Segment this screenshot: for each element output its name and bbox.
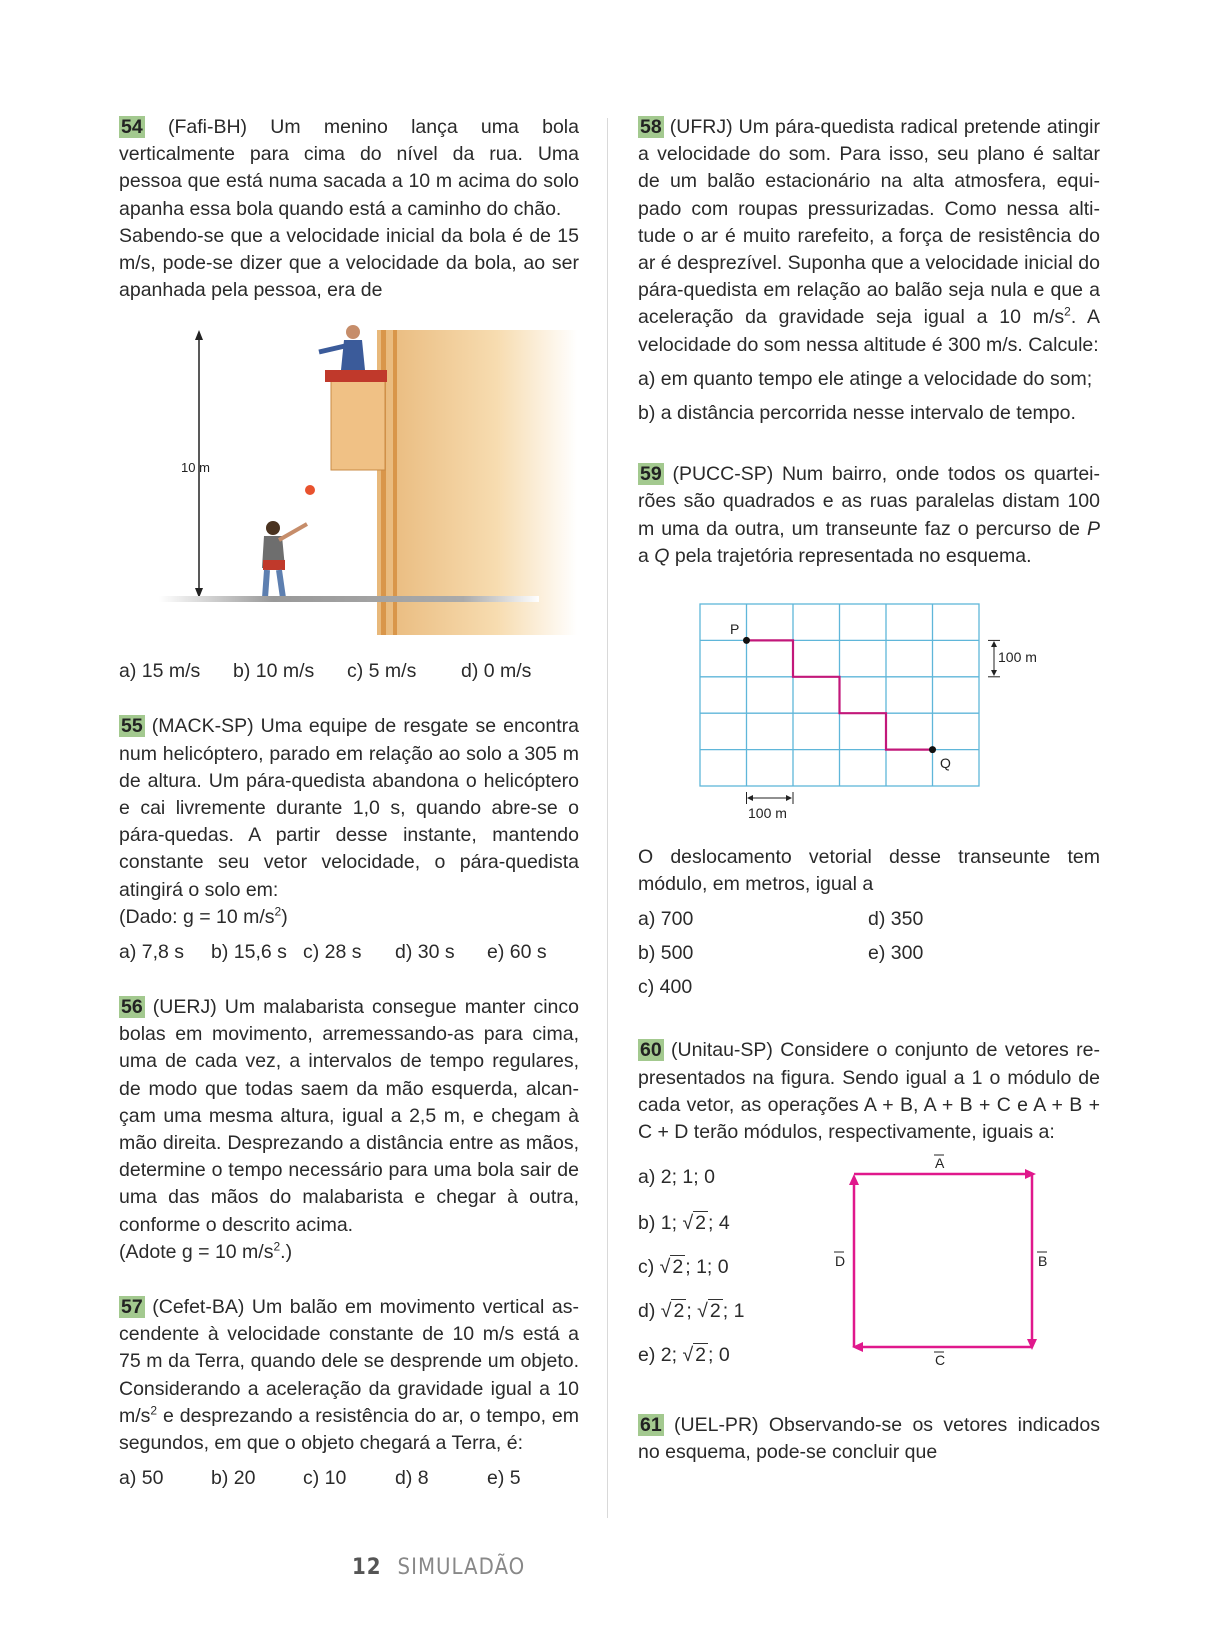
question-56: 56 (UERJ) Um malabarista consegue manter cinco bolas em movimento, arremessando-as para cima, uma de cada vez, a intervalos de tempo regulares, de modo que todas saem da mão esquerda, alcançam uma mesma altura, igual a 2,5 m, e chegam à mão direita. Desprezando a distância entre as mãos, determine o tempo necessário para uma bola sair de uma das mãos do malabarista e chegar à outra, conforme o descrito acima. [119, 996, 579, 1236]
question-60-body [638, 1152, 1100, 1392]
question-57-options [119, 1465, 579, 1492]
option[interactable]: b) 10 m/s [233, 660, 315, 683]
question-54-text: Sabendo-se que a velocidade inicial da bola é de 15 m/s, pode-se dizer que a velocidade da bola, ao ser apanhada pela pessoa, era de [119, 224, 579, 302]
question-58: 58 (UFRJ) Um pára-quedista radical pretende atingir a velocidade do som. Para isso, seu plano é saltar de um balão estacionário na alta atmosfera, equipado com roupas pressurizadas. Como nessa altitude o ar é muito rarefeito, a força de resistência do ar é desprezível. Suponha que a velocidade inicial do pára-quedista em relação ao balão seja nula e que a aceleração da gravidade seja igual a 10 $m/s^2$. A velocidade do som nessa altitude é 300 m/s. Calcule: [638, 116, 1100, 356]
option[interactable]: c) 400 [638, 976, 693, 999]
vector-d-label: D [835, 1253, 846, 1270]
question-55: 55 (MACK-SP) Uma equipe de resgate se encontra num helicóptero, parado em relação ao solo a 305 m de altura. Um pára-quedista abandona o helicóptero e cai livremente durante 1,0 s, quando abre-se o pára-quedas. A partir desse instante, mantendo constante seu vetor velocidade, o pára-quedista atingirá o solo em: [119, 715, 579, 901]
question-number: 60 [640, 1039, 662, 1062]
vector-c-label: C [935, 1352, 946, 1369]
question-number: 58 [640, 116, 662, 138]
page-footer [352, 1555, 525, 1580]
question-59-options-row2 [638, 940, 1100, 974]
question-54: 54 (Fafi-BH) Um menino lança uma bola verticalmente para cima do nível da rua. Uma pessoa que está numa sacada a 10 m acima do solo apanha essa bola quando está a caminho do chão. [119, 116, 579, 220]
option[interactable]: d) 30 s [395, 941, 455, 964]
option[interactable]: a) 15 m/s [119, 660, 201, 683]
option[interactable]: e) 300 [868, 942, 924, 965]
option[interactable]: b) 500 [638, 942, 694, 965]
question-number: 56 [121, 996, 143, 1019]
option[interactable]: c) 5 m/s [347, 660, 417, 683]
sqrt-symbol: √ 2 [682, 1344, 707, 1367]
vertical-scale-label: 100 m [998, 649, 1037, 666]
vector-square-diagram [818, 1152, 1078, 1387]
option[interactable]: b) 15,6 s [211, 941, 287, 964]
option[interactable]: c) 28 s [303, 941, 362, 964]
sqrt-symbol: √ 2 [682, 1212, 707, 1235]
horizontal-scale-label: 100 m [748, 805, 787, 822]
book-title: SIMULADÃO [397, 1555, 526, 1580]
option[interactable]: c) 10 [303, 1467, 347, 1490]
question-59: 59 (PUCC-SP) Num bairro, onde todos os quarteirões são quadrados e as ruas paralelas distam 100 m uma da outra, um transeunte faz o percurso de P a Q pela trajetória representada no esquema. [638, 463, 1100, 567]
column-divider [607, 118, 608, 1518]
question-number: 59 [640, 463, 662, 486]
option[interactable]: a) 50 [119, 1467, 164, 1490]
sqrt-symbol: √ 2 [659, 1256, 684, 1279]
question-60: 60 (Unitau-SP) Considere o conjunto de vetores representados na figura. Sendo igual a 1 o módulo de cada vetor, as operações A + B, A + B + C e A + B + C + D terão módulos, respectivamente, iguais a: [638, 1039, 1100, 1144]
question-58-item-a: a) em quanto tempo ele atinge a velocidade do som; [638, 367, 1093, 390]
ball-throw-illustration [119, 320, 579, 650]
height-label: 10 m [181, 460, 210, 476]
vector-b-label: B [1038, 1253, 1048, 1270]
question-55-dado: (Dado: g = 10 $m/s^2$) [119, 904, 288, 928]
option[interactable]: a) 2; 1; 0 [638, 1166, 715, 1189]
option[interactable]: e) 2; √ 2 ; 0 [638, 1342, 730, 1369]
option[interactable]: b) 20 [211, 1467, 256, 1490]
option[interactable]: a) 7,8 s [119, 941, 185, 964]
option[interactable]: d) 8 [395, 1467, 429, 1490]
question-59-text: O deslocamento vetorial desse transeunte tem módulo, em metros, igual a [638, 846, 1100, 896]
option[interactable]: e) 60 s [487, 941, 547, 964]
question-number: 61 [640, 1414, 662, 1437]
question-61: 61 (UEL-PR) Observando-se os vetores indicados no esquema, pode-se concluir que [638, 1414, 1100, 1464]
question-number: 54 [121, 116, 143, 138]
option[interactable]: d) √ 2 ; √ 2 ; 1 [638, 1298, 744, 1325]
option[interactable]: d) 350 [868, 908, 924, 931]
question-number: 57 [121, 1296, 143, 1319]
point-q-label: Q [940, 755, 951, 772]
page-number: 12 [352, 1555, 382, 1580]
ball-throw-figure [119, 320, 579, 650]
question-number: 55 [121, 715, 143, 738]
left-column [119, 114, 579, 1492]
right-column [638, 114, 1100, 1467]
street-grid-diagram [638, 584, 1100, 844]
question-59-options-row3 [638, 974, 1100, 1001]
point-p-label: P [730, 621, 740, 638]
question-56-adote: (Adote g = 10 $m/s^2$.) [119, 1239, 293, 1263]
question-59-options-row1 [638, 906, 1100, 940]
question-58-item-b: b) a distância percorrida nesse intervalo de tempo. [638, 402, 1076, 425]
option[interactable]: a) 700 [638, 908, 694, 931]
vector-a-label: A [935, 1155, 945, 1172]
sqrt-symbol: √ 2 [660, 1300, 685, 1323]
question-55-options [119, 939, 579, 966]
option[interactable]: c) √ 2 ; 1; 0 [638, 1254, 729, 1281]
street-grid-figure [638, 584, 1100, 844]
option[interactable]: d) 0 m/s [461, 660, 532, 683]
option[interactable]: b) 1; √ 2 ; 4 [638, 1210, 730, 1237]
question-57: 57 (Cefet-BA) Um balão em movimento vertical ascendente à velocidade constante de 10 m/s está a 75 m da Terra, quando dele se desprende um objeto. Considerando a aceleração da gravidade igual a 10 $m/s^2$ e desprezando a resistência do ar, o tempo, em segundos, em que o objeto chegará a Terra, é: [119, 1296, 579, 1455]
question-54-options [119, 658, 579, 685]
sqrt-symbol: √ 2 [697, 1300, 721, 1323]
option[interactable]: e) 5 [487, 1467, 521, 1490]
